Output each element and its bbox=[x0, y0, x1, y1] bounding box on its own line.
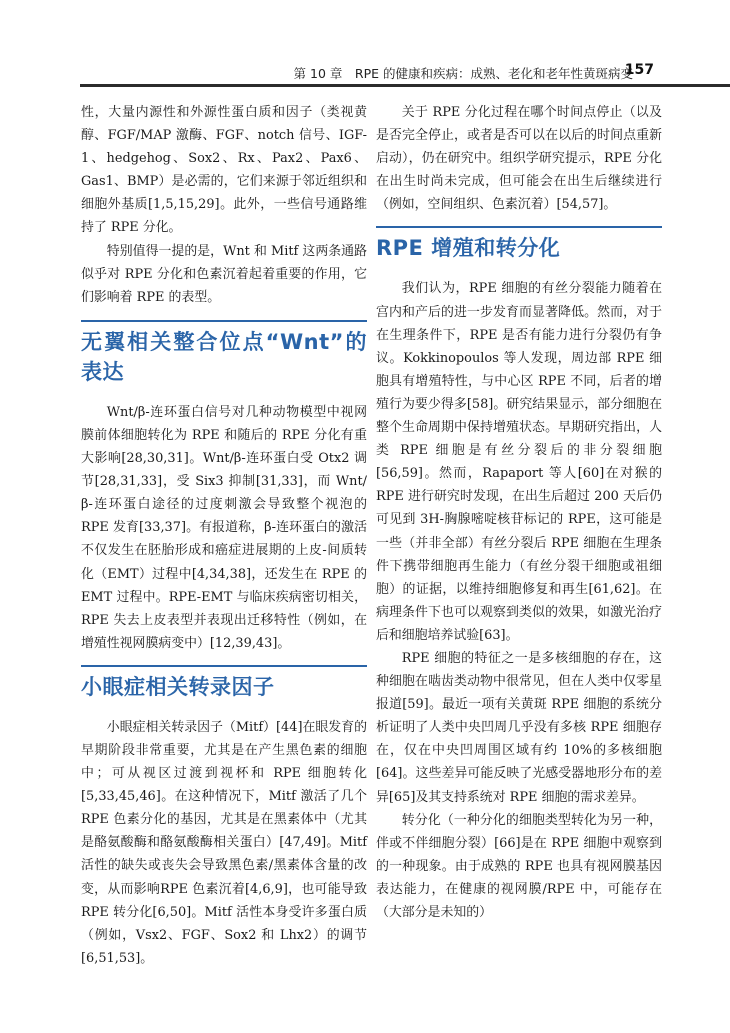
right-column bbox=[376, 101, 662, 924]
right-paragraph-1: 关于 RPE 分化过程在哪个时间点停止（以及是否完全停止，或者是否可以在以后的时间点重新启动），仍在研究中。组织学研究提示，RPE 分化在出生时尚未完成，但可能会在出生后继续进行（例如，空间组织、色素沉着）[54,57]。 bbox=[376, 105, 662, 213]
header-rule bbox=[80, 84, 730, 87]
left-paragraph-1: 性，大量内源性和外源性蛋白质和因子（类视黄醇、FGF/MAP 激酶、FGF、notch 信号、IGF-1、hedgehog、Sox2、Rx、Pax2、Pax6、Gas1、BMP）是必需的，它们来源于邻近组织和细胞外基质[1,5,15,29]。此外，一些信号通路维持了 RPE 分化。 bbox=[81, 105, 367, 236]
section-heading-rpe-proliferation: RPE 增殖和转分化 bbox=[376, 226, 662, 263]
right-paragraph-2: 我们认为，RPE 细胞的有丝分裂能力随着在宫内和产后的进一步发育而显著降低。然而，对于在生理条件下，RPE 是否有能力进行分裂仍有争议。Kokkinopoulos 等人发现，周边部 RPE 细胞具有增殖特性，与中心区 RPE 不同，后者的增殖行为要少得多[58]。研究结果显示，部分细胞在整个生命周期中保持增殖状态。早期研究指出，人类 RPE 细胞是有丝分裂后的非分裂细胞[56,59]。然而，Rapaport 等人[60]在对猴的 RPE 进行研究时发现，在出生后超过 200 天后仍可见到 3H-胸腺嘧啶核苷标记的 RPE，这可能是一些（并非全部）有丝分裂后 RPE 细胞在生理条件下携带细胞再生能力（有丝分裂干细胞或祖细胞）的证据，以维持细胞修复和再生[61,62]。在病理条件下也可以观察到类似的效果，如激光治疗后和细胞培养试验[63]。 bbox=[376, 281, 662, 643]
section-heading-mitf: 小眼症相关转录因子 bbox=[81, 665, 367, 702]
left-paragraph-4: 小眼症相关转录因子（Mitf）[44]在眼发育的早期阶段非常重要，尤其是在产生黑色素的细胞中；可从视区过渡到视杯和 RPE 细胞转化[5,33,45,46]。在这种情况下，Mitf 激活了几个 RPE 色素分化的基因，尤其是在黑素体中（尤其是酪氨酸酶和酪氨酸酶相关蛋白）[47,49]。Mitf 活性的缺失或丧失会导致黑色素/黑素体含量的改变，从而影响RPE 色素沉着[4,6,9]，也可能导致 RPE 转分化[6,50]。Mitf 活性本身受许多蛋白质（例如，Vsx2、FGF、Sox2 和 Lhx2）的调节[6,51,53]。 bbox=[81, 719, 367, 966]
right-paragraph-4: 转分化（一种分化的细胞类型转化为另一种，伴或不伴细胞分裂）[66]是在 RPE 细胞中观察到的一种现象。由于成熟的 RPE 也具有视网膜基因表达能力，在健康的视网膜/RPE 中，可能存在（大部分是未知的） bbox=[376, 812, 662, 920]
running-header bbox=[0, 0, 730, 84]
chapter-title: 第 10 章 RPE 的健康和疾病：成熟、老化和老年性黄斑病变 bbox=[293, 66, 633, 81]
left-column bbox=[81, 101, 367, 970]
left-paragraph-2: 特别值得一提的是，Wnt 和 Mitf 这两条通路似乎对 RPE 分化和色素沉着起着重要的作用，它们影响着 RPE 的表型。 bbox=[81, 243, 367, 305]
left-paragraph-3: Wnt/β-连环蛋白信号对几种动物模型中视网膜前体细胞转化为 RPE 和随后的 RPE 分化有重大影响[28,30,31]。Wnt/β-连环蛋白受 Otx2 调节[28,31,33]，受 Six3 抑制[31,33]，而 Wnt/β-连环蛋白途径的过度刺激会导致整个视泡的 RPE 发育[33,37]。有报道称，β-连环蛋白的激活不仅发生在胚胎形成和癌症进展期的上皮-间质转化（EMT）过程中[4,34,38]，还发生在 RPE 的 EMT 过程中。RPE-EMT 与临床疾病密切相关，RPE 失去上皮表型并表现出迁移特性（例如，在增殖性视网膜病变中）[12,39,43]。 bbox=[81, 404, 367, 651]
right-paragraph-3: RPE 细胞的特征之一是多核细胞的存在，这种细胞在啮齿类动物中很常见，但在人类中仅零星报道[59]。最近一项有关黄斑 RPE 细胞的系统分析证明了人类中央凹周几乎没有多核 RPE 细胞存在，仅在中央凹周围区域有约 10%的多核细胞[64]。这些差异可能反映了光感受器地形分布的差异[65]及其支持系统对 RPE 细胞的需求差异。 bbox=[376, 650, 662, 805]
section-heading-wnt: 无翼相关整合位点“Wnt”的表达 bbox=[81, 320, 367, 387]
page-number: 157 bbox=[624, 62, 654, 78]
